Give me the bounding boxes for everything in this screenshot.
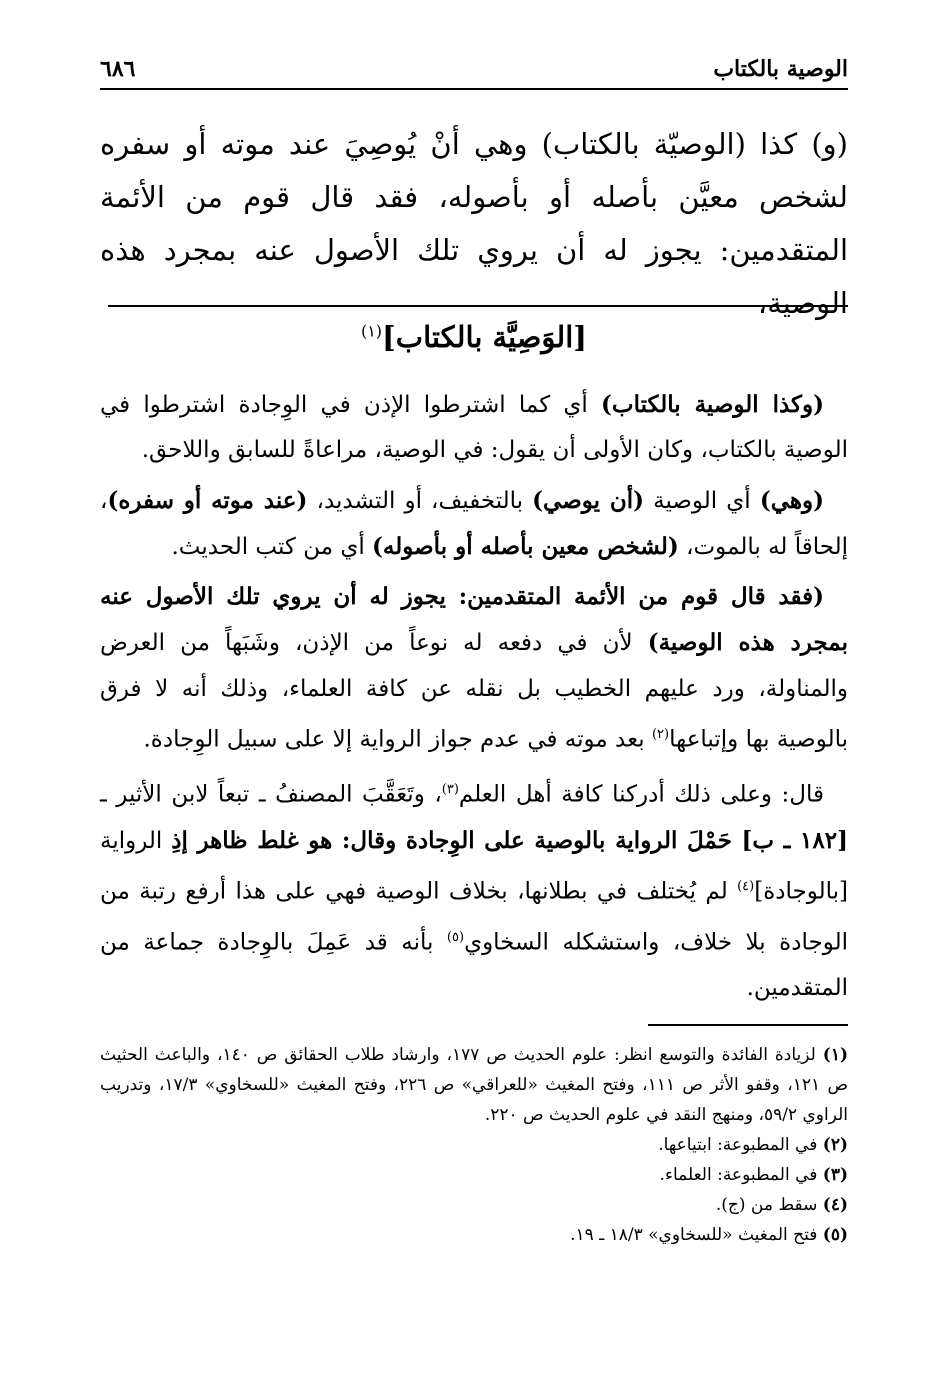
- quoted-text: (وهي): [759, 486, 824, 514]
- footnote-ref: (٤): [737, 879, 755, 895]
- quoted-text: [١٨٢ ـ ب] حَمْلَ الرواية بالوصية على الوِجادة وقال: هو غلط ظاهر إذِ: [171, 826, 848, 854]
- header-rule: [100, 88, 848, 90]
- section-heading: [100, 320, 848, 354]
- commentary-text: لأن في دفعه له نوعاً من الإذن، وشَبَهاً من العرض والمناولة، ورد عليهم الخطيب بل نقله عن كافة العلماء، وذلك أنه لا فرق بالوصية بها وإتباعها: [100, 630, 848, 753]
- footnote-number: (٤): [822, 1195, 848, 1215]
- commentary-text: أي الوصية: [644, 487, 760, 514]
- footnote: [100, 1130, 848, 1160]
- commentary-paragraph: [100, 574, 848, 763]
- footnote-text: سقط من (ج).: [715, 1195, 823, 1215]
- running-title: الوصية بالكتاب: [713, 56, 848, 82]
- commentary-text: بأنه قد عَمِلَ بالوِجادة جماعة من المتقدمين.: [100, 929, 848, 1002]
- commentary-text: ، وتَعَقَّبَ المصنفُ ـ تبعاً لابن الأثير ـ: [100, 781, 442, 808]
- footnote-text: في المطبوعة: العلماء.: [659, 1165, 823, 1185]
- main-text: (و) كذا (الوصيّة بالكتاب) وهي أنْ يُوصِيَ عند موته أو سفره لشخص معيَّن بأصله أو بأصوله، فقد قال قوم من الأئمة المتقدمين: يجوز له أن يروي تلك الأصول عنه بمجرد هذه الوصية،: [100, 127, 848, 320]
- commentary: [100, 382, 848, 1011]
- footnote: [100, 1040, 848, 1130]
- footnote-text: فتح المغيث «للسخاوي» ١٨/٣ ـ ١٩.: [570, 1225, 823, 1245]
- footnote: [100, 1190, 848, 1220]
- footnote-rule: [648, 1024, 848, 1026]
- commentary-paragraph: [100, 382, 848, 474]
- commentary-text: الرواية [بالوجادة]: [100, 827, 848, 905]
- quoted-text: (عند موته أو سفره): [107, 486, 308, 514]
- page-header: [100, 52, 848, 92]
- footnote-number: (٢): [822, 1135, 848, 1155]
- footnote-text: لزيادة الفائدة والتوسع انظر: علوم الحديث ص ١٧٧، وارشاد طلاب الحقائق ص ١٤٠، والباعث الحثيث ص ١٢١، وقفو الأثر ص ١١١، وفتح المغيث «للعراقي» ص ٢٢٦، وفتح المغيث «للسخاوي» ١٧/٣، وتدريب الراوي ٥٩/٢، ومنهج النقد في علوم الحديث ص ٢٢٠.: [100, 1045, 848, 1125]
- footnote-number: (١): [822, 1045, 848, 1065]
- footnote: [100, 1220, 848, 1250]
- section-heading-text: [الوَصِيَّة بالكتاب]: [382, 320, 588, 354]
- footnote-ref: (٥): [446, 930, 465, 946]
- footnote-text: في المطبوعة: ابتياعها.: [658, 1135, 823, 1155]
- quoted-text: (أن يوصي): [532, 486, 645, 514]
- footnote-ref: (٣): [441, 782, 459, 798]
- commentary-text: ، إلحاقاً له بالموت،: [100, 487, 848, 560]
- commentary-text: أي كما اشترطوا الإذن في الوِجادة اشترطوا في الوصية بالكتاب، وكان الأولى أن يقول: في الوصية، مراعاةً للسابق واللاحق.: [100, 392, 848, 464]
- commentary-text: أي من كتب الحديث.: [171, 533, 373, 560]
- footnote-number: (٣): [822, 1165, 848, 1185]
- footnote-ref: (٢): [651, 727, 670, 743]
- commentary-text: بعد موته في عدم جواز الرواية إلا على سبيل الوِجادة.: [143, 726, 652, 753]
- quoted-text: (فقد قال قوم من الأئمة المتقدمين: يجوز له أن يروي تلك الأصول عنه بمجرد هذه الوصية): [100, 583, 848, 657]
- footnote-number: (٥): [822, 1225, 848, 1245]
- footnote-ref: (١): [360, 321, 383, 341]
- commentary-text: قال: وعلى ذلك أدركنا كافة أهل العلم: [458, 781, 824, 808]
- commentary-text: لم يُختلف في بطلانها، بخلاف الوصية فهي على هذا أرفع رتبة من الوجادة بلا خلاف، واستشكله السخاوي: [100, 878, 848, 956]
- quoted-text: (لشخص معين بأصله أو بأصوله): [372, 532, 679, 560]
- page-number: ٦٨٦: [100, 56, 136, 82]
- commentary-paragraph: [100, 478, 848, 571]
- quoted-text: (وكذا الوصية بالكتاب): [601, 391, 824, 418]
- footnote: [100, 1160, 848, 1190]
- commentary-text: بالتخفيف، أو التشديد،: [307, 487, 533, 514]
- commentary-paragraph: [100, 767, 848, 1011]
- section-divider: [108, 305, 848, 307]
- footnotes: [100, 1040, 848, 1250]
